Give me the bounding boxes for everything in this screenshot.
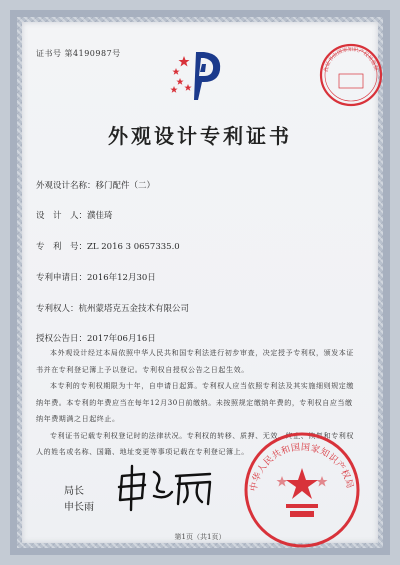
field-label: 专 利 号： bbox=[36, 242, 88, 252]
field-application-date bbox=[36, 271, 156, 283]
patent-office-logo-icon bbox=[170, 42, 230, 106]
body-paragraph: 本专利的专利权期限为十年，自申请日起算。专利权人应当依照专利法及其实施细则规定缴纳年费。本专利的年费应当在每年12月30日前缴纳。未按照规定缴纳年费的，专利权自应当缴纳年费期满之日起终止。 bbox=[36, 382, 354, 423]
field-label: 专利权人： bbox=[36, 304, 79, 314]
svg-text:此证书由国家知识产权局监制: 此证书由国家知识产权局监制 bbox=[323, 46, 379, 73]
chief-name: 申长雨 bbox=[64, 502, 94, 513]
field-designer bbox=[36, 209, 113, 221]
field-value: 2017年06月16日 bbox=[87, 334, 156, 344]
field-grant-date bbox=[36, 332, 156, 344]
top-right-seal bbox=[318, 42, 384, 108]
field-value: 杭州蒙塔克五金技术有限公司 bbox=[78, 304, 190, 314]
svg-text:中华人民共和国国家知识产权局: 中华人民共和国国家知识产权局 bbox=[249, 442, 355, 493]
field-patentee bbox=[36, 302, 189, 314]
body-paragraph: 专利证书记载专利权登记时的法律状况。专利权的转移、质押、无效、终止、恢复和专利权人的姓名或名称、国籍、地址变更等事项记载在专利登记簿上。 bbox=[36, 431, 354, 456]
field-label: 专利申请日： bbox=[36, 273, 88, 283]
field-label: 设 计 人： bbox=[36, 211, 88, 221]
field-label: 授权公告日： bbox=[36, 334, 88, 344]
body-paragraph: 本外观设计经过本局依照中华人民共和国专利法进行初步审查，决定授予专利权，颁发本证书并在专利登记簿上予以登记。专利权自授权公告之日起生效。 bbox=[36, 349, 354, 374]
chief-title: 局长 bbox=[64, 486, 84, 497]
field-label: 外观设计名称： bbox=[36, 181, 96, 191]
field-value: 濮佳琦 bbox=[87, 211, 113, 221]
field-design-name bbox=[36, 179, 155, 191]
certificate-paper bbox=[22, 22, 378, 543]
handwritten-signature bbox=[114, 462, 224, 512]
field-patent-number bbox=[36, 240, 180, 252]
certificate-title: 外观设计专利证书 bbox=[108, 124, 292, 148]
page-number: 第1页（共1页） bbox=[174, 533, 226, 541]
field-value: ZL 2016 3 0657335.0 bbox=[87, 242, 180, 252]
field-value: 移门配件（二） bbox=[95, 181, 156, 191]
field-value: 2016年12月30日 bbox=[87, 273, 156, 283]
certificate-number: 证书号 第4190987号 bbox=[36, 49, 121, 58]
